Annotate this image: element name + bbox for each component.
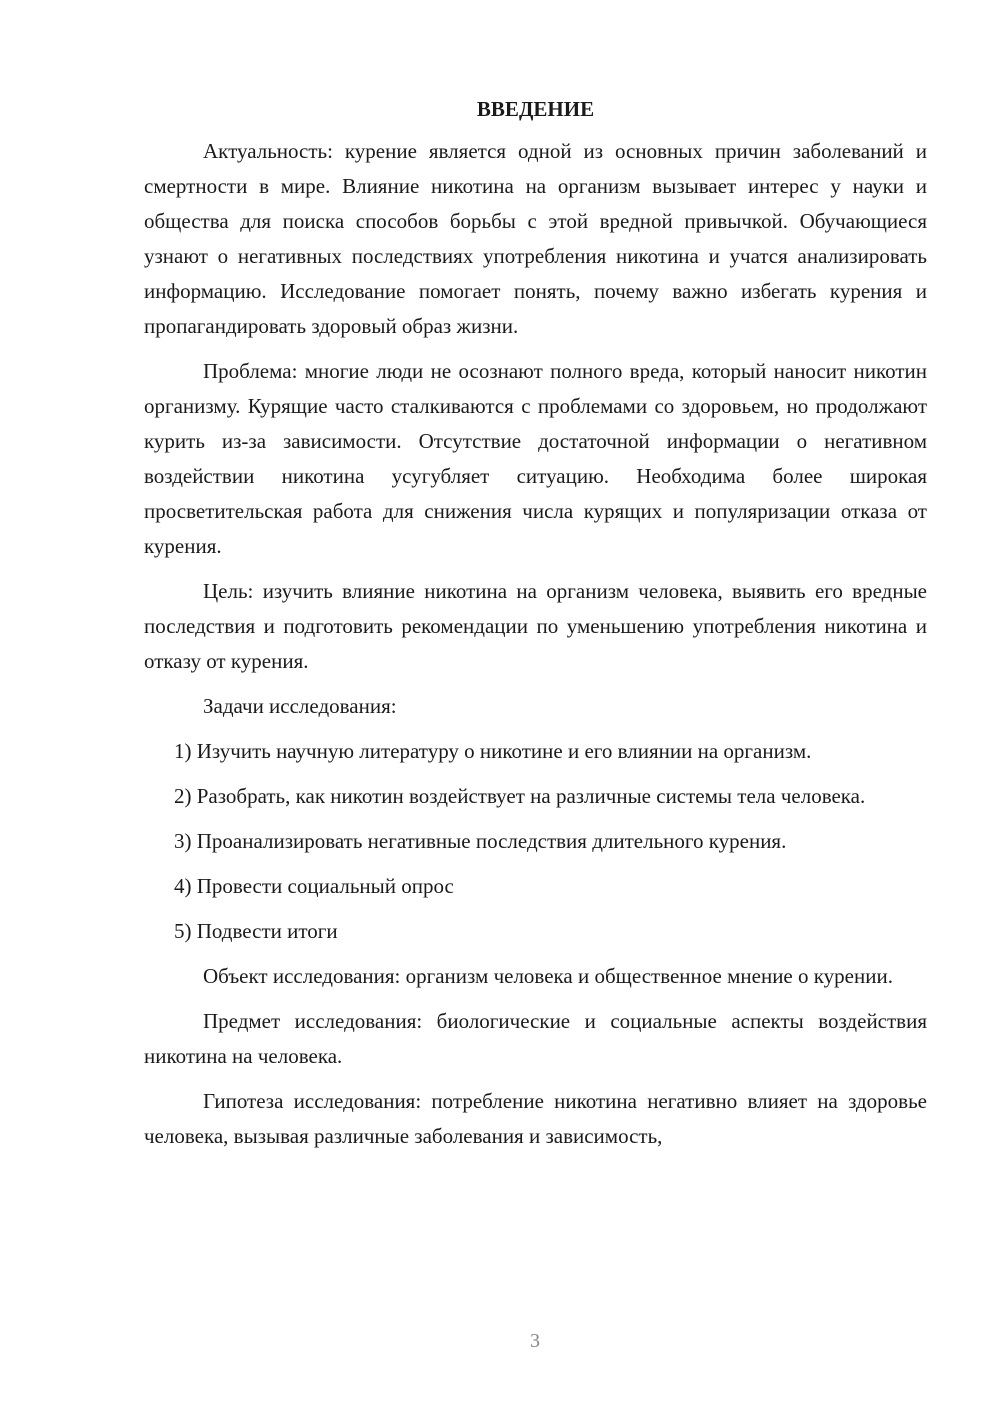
relevance-paragraph: Актуальность: курение является одной из основных причин заболеваний и смертности в мире. Влияние никотина на организм вызывает интерес у науки и общества для поиска способов борьбы с этой вредной привычкой. Обучающиеся узнают о негативных последствиях употребления никотина и учатся анализировать информацию. Исследование помогает понять, почему важно избегать курения и пропагандировать здоровый образ жизни. [144, 139, 927, 338]
page-number: 3 [530, 1330, 540, 1352]
subject-paragraph: Предмет исследования: биологические и социальные аспекты воздействия никотина на человека. [144, 1009, 927, 1068]
task-item-5: 5) Подвести итоги [174, 919, 338, 943]
object-paragraph: Объект исследования: организм человека и общественное мнение о курении. [203, 964, 893, 988]
document-page [144, 92, 927, 1164]
task-item-2: 2) Разобрать, как никотин воздействует на различные системы тела человека. [174, 784, 866, 808]
problem-paragraph: Проблема: многие люди не осознают полного вреда, который наносит никотин организму. Курящие часто сталкиваются с проблемами со здоровьем, но продолжают курить из-за зависимости. Отсутствие достаточной информации о негативном воздействии никотина усугубляет ситуацию. Необходима более широкая просветительская работа для снижения числа курящих и популяризации отказа от курения. [144, 359, 927, 558]
tasks-title: Задачи исследования: [203, 694, 397, 718]
section-heading: ВВЕДЕНИЕ [476, 97, 595, 121]
task-item-3: 3) Проанализировать негативные последствия длительного курения. [174, 829, 787, 853]
task-item-1: 1) Изучить научную литературу о никотине и его влиянии на организм. [174, 739, 812, 763]
goal-paragraph: Цель: изучить влияние никотина на организм человека, выявить его вредные последствия и подготовить рекомендации по уменьшению употребления никотина и отказу от курения. [144, 579, 927, 673]
task-item-4: 4) Провести социальный опрос [174, 874, 454, 898]
hypothesis-paragraph: Гипотеза исследования: потребление никотина негативно влияет на здоровье человека, вызывая различные заболевания и зависимость, [144, 1089, 927, 1148]
